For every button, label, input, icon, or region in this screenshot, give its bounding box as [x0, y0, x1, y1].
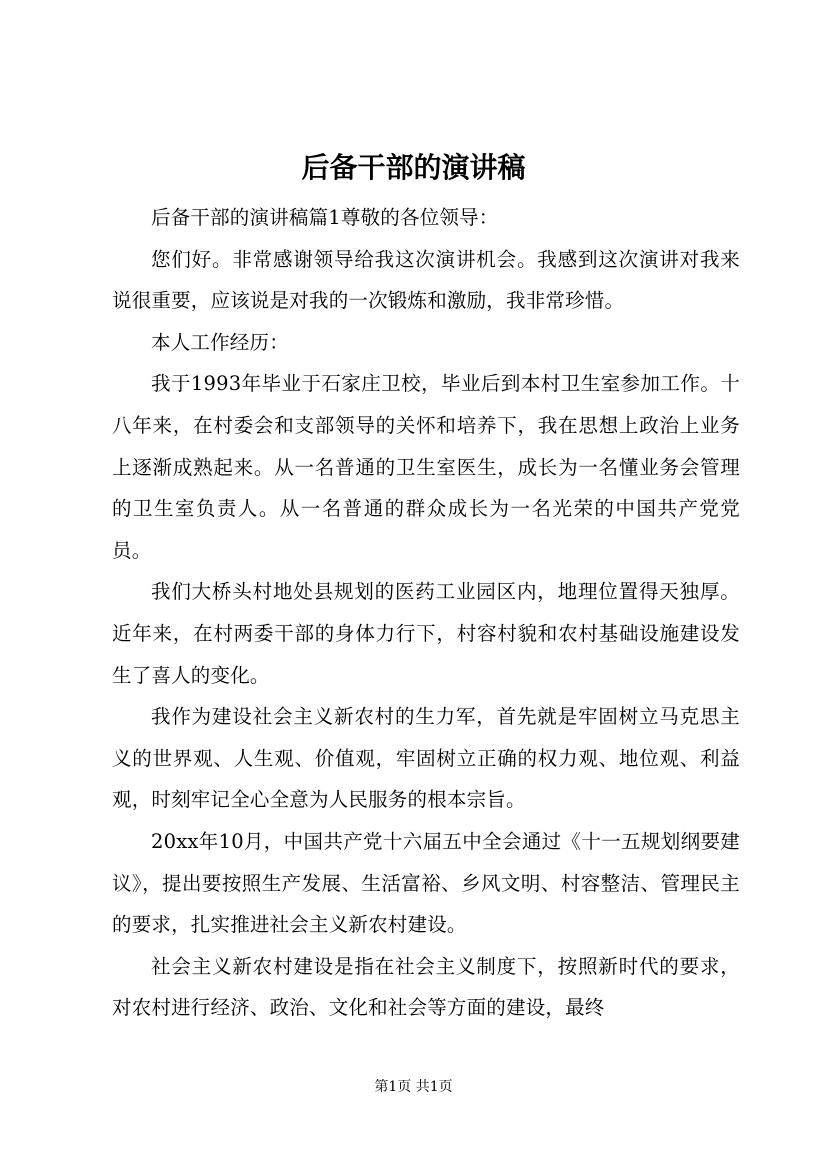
paragraph: 社会主义新农村建设是指在社会主义制度下，按照新时代的要求，对农村进行经济、政治、文化和社会等方面的建设，最终 [112, 954, 740, 1020]
paragraph: 后备干部的演讲稿篇1尊敬的各位领导： [151, 206, 499, 229]
paragraph: 您们好。非常感谢领导给我这次演讲机会。我感到这次演讲对我来说很重要，应该说是对我的一次锻炼和激励，我非常珍惜。 [112, 247, 740, 313]
document-body [112, 197, 740, 1029]
paragraph: 我于1993年毕业于石家庄卫校，毕业后到本村卫生室参加工作。十八年来，在村委会和支部领导的关怀和培养下，我在思想上政治上业务上逐渐成熟起来。从一名普通的卫生室医生，成长为一名懂业务会管理的卫生室负责人。从一名普通的群众成长为一名光荣的中国共产党党员。 [112, 372, 740, 562]
paragraph: 我作为建设社会主义新农村的生力军，首先就是牢固树立马克思主义的世界观、人生观、价值观，牢固树立正确的权力观、地位观、利益观，时刻牢记全心全意为人民服务的根本宗旨。 [112, 705, 740, 812]
paragraph: 我们大桥头村地处县规划的医药工业园区内，地理位置得天独厚。近年来，在村两委干部的身体力行下，村容村貌和农村基础设施建设发生了喜人的变化。 [112, 580, 740, 687]
page-footer: 第1页 共1页 [374, 1079, 453, 1095]
paragraph: 本人工作经历： [151, 330, 289, 354]
document-title: 后备干部的演讲稿 [301, 151, 526, 184]
paragraph: 20xx年10月，中国共产党十六届五中全会通过《十一五规划纲要建议》，提出要按照生产发展、生活富裕、乡风文明、村容整洁、管理民主的要求，扎实推进社会主义新农村建设。 [112, 829, 740, 937]
